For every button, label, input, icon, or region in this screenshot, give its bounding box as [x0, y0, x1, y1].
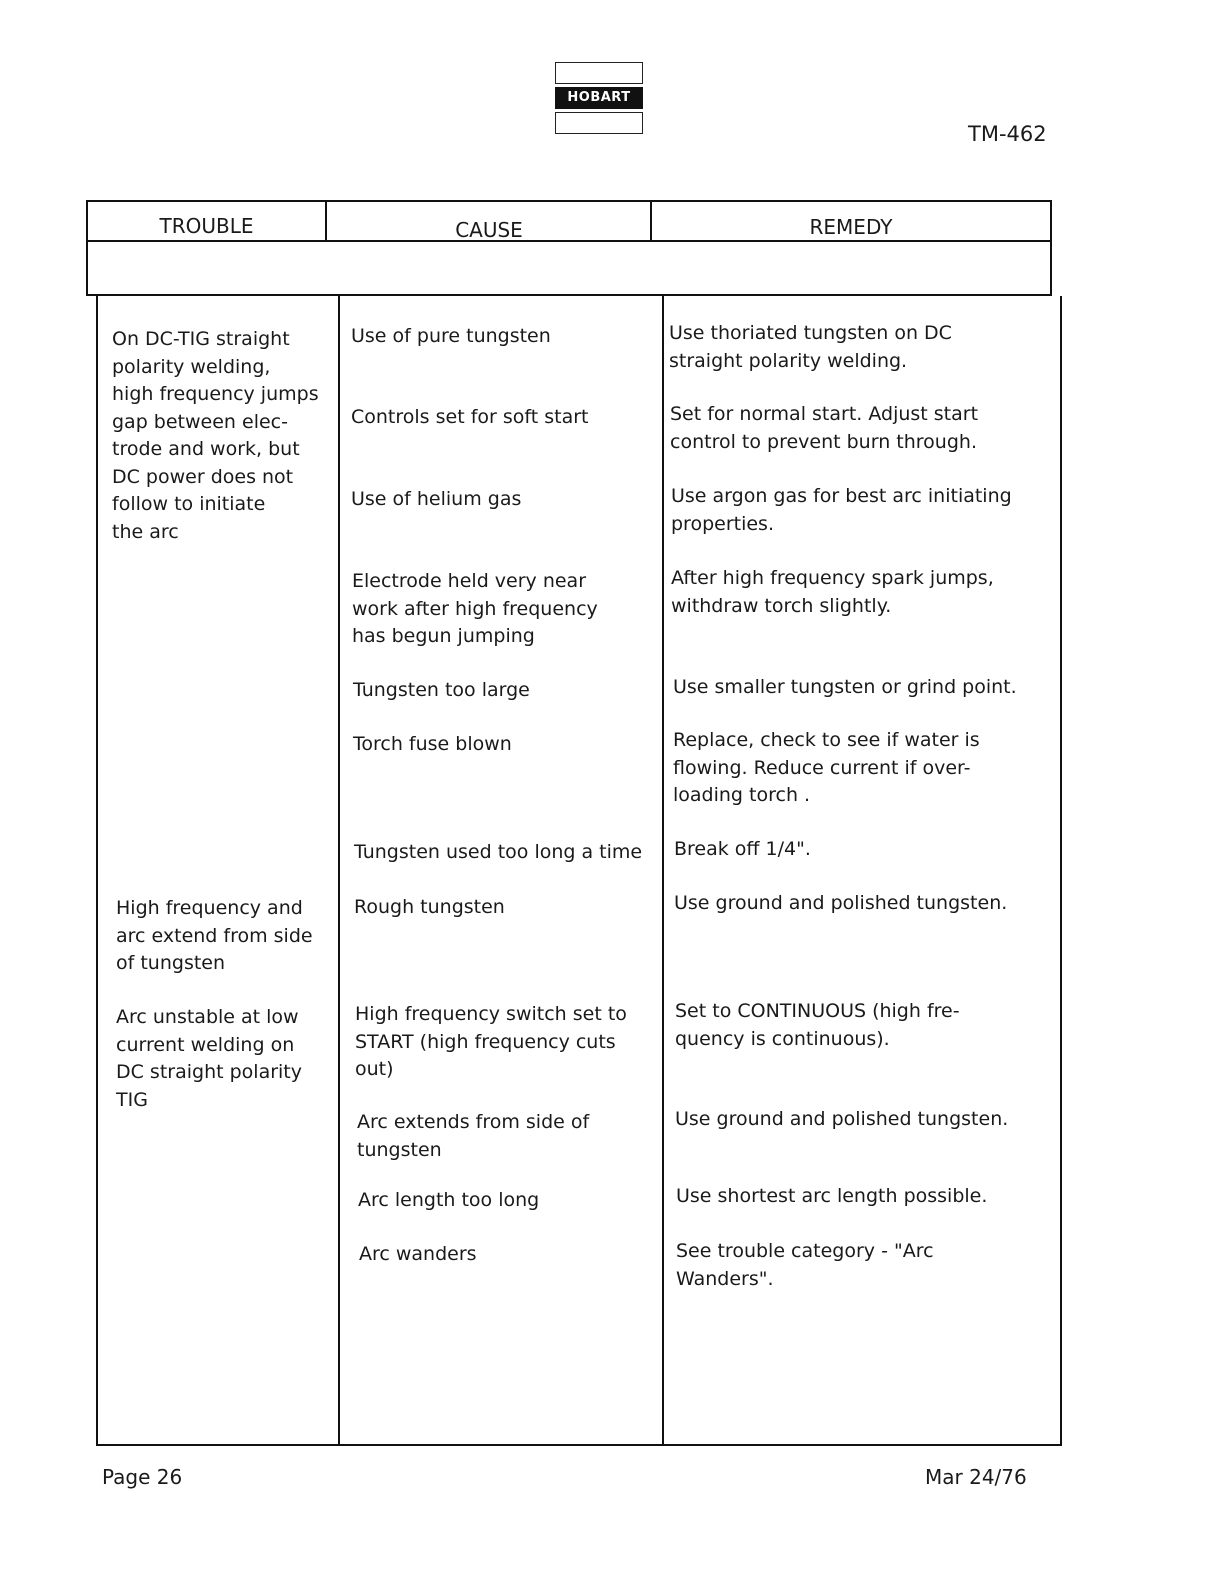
remedy-text: Replace, check to see if water is flowing. Reduce current if over- loading torch . — [673, 729, 980, 806]
column-header-row — [88, 202, 1050, 242]
trouble-text: Arc unstable at low current welding on DC straight polarity TIG — [116, 1006, 303, 1111]
table-header — [86, 200, 1052, 296]
remedy-text: Use smaller tungsten or grind point. — [673, 676, 1017, 698]
column-header-remedy: REMEDY — [809, 215, 893, 239]
cause-text: High frequency switch set to START (high frequency cuts out) — [355, 1003, 627, 1080]
remedy-text: Set to CONTINUOUS (high fre- quency is continuous). — [675, 1000, 960, 1050]
logo-bottom-box — [555, 112, 643, 134]
cause-text: Arc wanders — [359, 1243, 477, 1265]
document-number: TM-462 — [968, 122, 1047, 146]
cause-text: Electrode held very near work after high frequency has begun jumping — [352, 570, 598, 647]
remedy-text: See trouble category - "Arc Wanders". — [676, 1240, 934, 1290]
trouble-text: On DC-TIG straight polarity welding, high frequency jumps gap between elec- trode and work, but DC power does not follow to initiate the arc — [112, 328, 319, 543]
page-number: Page 26 — [102, 1465, 183, 1489]
remedy-text: Use argon gas for best arc initiating properties. — [671, 485, 1012, 535]
remedy-text: Use thoriated tungsten on DC straight polarity welding. — [669, 322, 952, 372]
cause-text: Controls set for soft start — [351, 406, 589, 428]
cause-text: Torch fuse blown — [353, 733, 512, 755]
cause-text: Use of pure tungsten — [351, 325, 551, 347]
trouble-text: High frequency and arc extend from side of tungsten — [116, 897, 313, 974]
remedy-text: Set for normal start. Adjust start control to prevent burn through. — [670, 403, 979, 453]
column-divider — [338, 296, 340, 1444]
cause-text: Tungsten too large — [353, 679, 530, 701]
logo-top-box — [555, 62, 643, 84]
cause-text: Tungsten used too long a time — [354, 841, 643, 863]
logo-text: HOBART — [555, 87, 643, 109]
revision-date: Mar 24/76 — [925, 1465, 1027, 1489]
column-header-cause: CAUSE — [455, 218, 523, 242]
remedy-text: Use ground and polished tungsten. — [674, 892, 1008, 914]
cause-text: Arc extends from side of tungsten — [357, 1111, 590, 1161]
column-header-trouble: TROUBLE — [159, 214, 254, 238]
cause-text: Arc length too long — [358, 1189, 540, 1211]
cause-text: Use of helium gas — [351, 488, 522, 510]
remedy-text: After high frequency spark jumps, withdraw torch slightly. — [671, 567, 994, 617]
hobart-logo — [555, 62, 643, 134]
remedy-text: Break off 1/4". — [674, 838, 811, 860]
cause-text: Rough tungsten — [354, 896, 505, 918]
remedy-text: Use shortest arc length possible. — [676, 1185, 988, 1207]
remedy-text: Use ground and polished tungsten. — [675, 1108, 1009, 1130]
column-divider — [662, 296, 664, 1444]
